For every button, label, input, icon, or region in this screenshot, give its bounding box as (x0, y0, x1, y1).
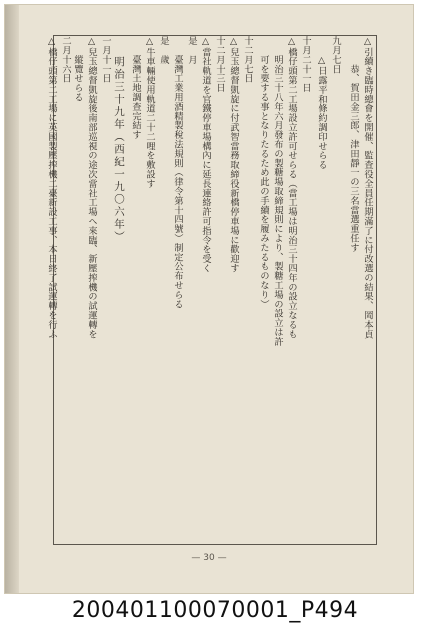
text-frame (46, 35, 377, 545)
era-heading: 明治三十九年（西紀一九〇六年） (113, 56, 125, 244)
text-column: △橋仔頭第二工場に英國製壓搾機二臺新設工事、本日終了試運轉を行ふ (46, 36, 57, 339)
text-column: △兒玉總督凱旋に付武智當務取締役新橋停車場に歡迎す (228, 36, 239, 273)
text-column: 恭、賀田金三郎、津田靜一の三名當選重任す (348, 36, 359, 253)
page-number: — 30 — (191, 553, 227, 563)
date-column: 十二月十三日 (214, 36, 225, 93)
text-column: △當社軌道を官鐵停車場構內に延長連絡許可指令を受く (200, 36, 211, 273)
date-column: 十月二十一日 (300, 36, 311, 93)
date-column: 是 月 (186, 36, 197, 65)
text-column: 臺灣工業用酒精製稅法規則（律令第十四號）制定公布せらる (172, 36, 183, 309)
text-column: 可を要する事となりたるため此の手續を履みたるものなり） (258, 36, 269, 309)
image-caption: 200401100070001_P494 (71, 598, 359, 623)
text-column: △牛車輛使用軌道二十二哩を敷設す (144, 36, 155, 189)
text-column: △日露平和條約調印せらる (316, 36, 327, 170)
date-column: 是 歲 (158, 36, 169, 65)
text-column: 明治三十八年六月發布の製糖場取締規則により、製糖工場の設立は許 (272, 36, 283, 347)
date-column: 二月十六日 (60, 36, 71, 83)
text-column: △兒玉總督凱旋後南部巡視の途次當社工場へ來臨、新壓搾機の試運轉を (86, 36, 97, 339)
date-column: 十二月七日 (242, 36, 253, 83)
date-column: 九月七日 (330, 36, 341, 74)
text-column: 縱覽せらる (72, 36, 83, 102)
date-column: 一月十一日 (100, 36, 111, 83)
text-column: 臺灣土地調查完結す (130, 36, 141, 140)
binding-gutter (5, 5, 19, 593)
text-column: △引續き臨時總會を開催、監査役全員任期滿了に付改選の結果、岡本貞 (362, 36, 373, 339)
document-page (4, 4, 414, 594)
text-column: △橋仔頭第二工場設立許可せらる（當工場は明治三十四年の設立なるも (286, 36, 297, 339)
